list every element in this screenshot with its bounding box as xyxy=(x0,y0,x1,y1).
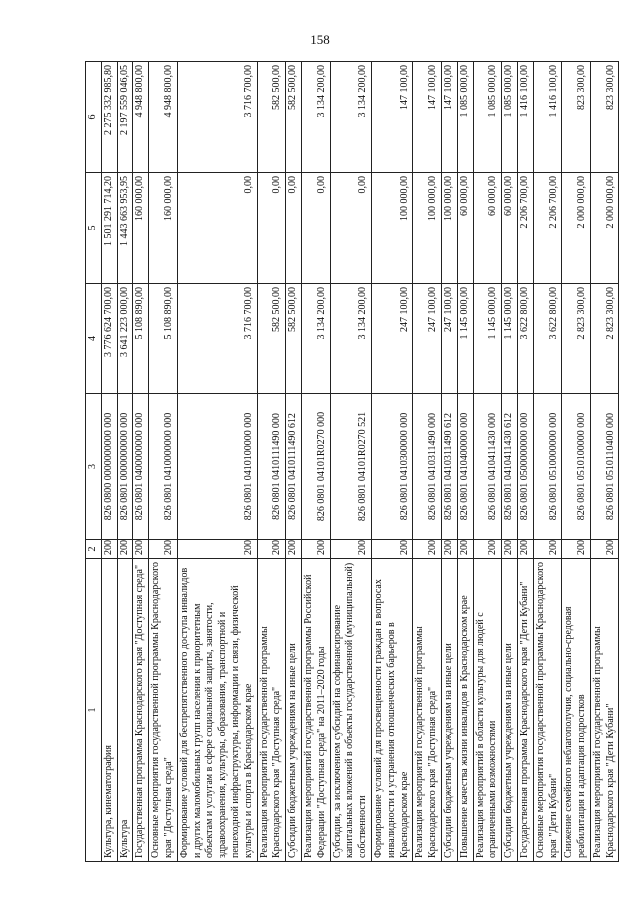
row-vr-cell: 200 xyxy=(330,540,371,559)
row-code-cell: 826 0801 0410411430 612 xyxy=(502,394,518,540)
row-amount-cell: 1 145 000,00 xyxy=(457,284,473,394)
row-amount-cell: 3 622 800,00 xyxy=(517,284,533,394)
table-row xyxy=(517,62,533,862)
row-amount-cell: 247 100,00 xyxy=(413,284,442,394)
row-code-cell: 826 0801 0000000000 000 xyxy=(117,394,133,540)
row-amount-cell: 2 275 332 985,80 xyxy=(101,62,117,173)
column-header: 4 xyxy=(86,284,102,394)
table-row xyxy=(533,62,562,862)
table-row xyxy=(590,62,619,862)
row-amount-cell: 1 416 100,00 xyxy=(533,62,562,173)
row-amount-cell: 247 100,00 xyxy=(441,284,457,394)
budget-table-body xyxy=(86,62,619,862)
row-code-cell: 826 0801 0410311490 000 xyxy=(413,394,442,540)
row-vr-cell: 200 xyxy=(149,540,178,559)
row-name-cell: Государственная программа Краснодарского края "Дети Кубани" xyxy=(517,559,533,862)
row-amount-cell: 100 000,00 xyxy=(413,173,442,284)
row-amount-cell: 3 716 700,00 xyxy=(177,284,257,394)
column-header: 2 xyxy=(86,540,102,559)
row-amount-cell: 3 134 200,00 xyxy=(301,62,330,173)
row-code-cell: 826 0801 0510100000 000 xyxy=(562,394,591,540)
row-amount-cell: 3 134 200,00 xyxy=(301,284,330,394)
row-amount-cell: 1 145 000,00 xyxy=(473,284,502,394)
row-name-cell: Реализация мероприятий государственной программы Краснодарского края "Дети Кубани" xyxy=(590,559,619,862)
row-amount-cell: 247 100,00 xyxy=(371,284,412,394)
column-header: 3 xyxy=(86,394,102,540)
row-name-cell: Реализация мероприятий государственной программы Российской Федерации "Доступная среда" на 2011–2020 годы xyxy=(301,559,330,862)
row-amount-cell: 582 500,00 xyxy=(286,62,302,173)
table-row xyxy=(301,62,330,862)
row-vr-cell: 200 xyxy=(177,540,257,559)
budget-table xyxy=(85,61,619,862)
page-number: 158 xyxy=(310,32,330,47)
row-vr-cell: 200 xyxy=(301,540,330,559)
row-name-cell: Основные мероприятия государственной программы Краснодарского края "Доступная среда" xyxy=(149,559,178,862)
row-amount-cell: 147 100,00 xyxy=(413,62,442,173)
column-header: 5 xyxy=(86,173,102,284)
row-vr-cell: 200 xyxy=(533,540,562,559)
row-name-cell: Реализация мероприятий государственной программы Краснодарского края "Доступная среда" xyxy=(257,559,286,862)
row-name-cell: Субсидии бюджетным учреждениям на иные цели xyxy=(286,559,302,862)
row-amount-cell: 1 501 291 714,20 xyxy=(101,173,117,284)
row-amount-cell: 3 776 624 700,00 xyxy=(101,284,117,394)
table-row xyxy=(177,62,257,862)
table-row xyxy=(101,62,117,862)
row-code-cell: 826 0801 0410400000 000 xyxy=(457,394,473,540)
table-row xyxy=(473,62,502,862)
row-amount-cell: 2 823 300,00 xyxy=(562,284,591,394)
row-amount-cell: 3 134 200,00 xyxy=(330,284,371,394)
row-vr-cell: 200 xyxy=(286,540,302,559)
row-vr-cell: 200 xyxy=(502,540,518,559)
row-code-cell: 826 0801 0510110400 000 xyxy=(590,394,619,540)
row-vr-cell: 200 xyxy=(590,540,619,559)
row-amount-cell: 1 443 663 953,95 xyxy=(117,173,133,284)
table-header-row xyxy=(86,62,102,862)
table-row xyxy=(457,62,473,862)
row-amount-cell: 5 108 890,00 xyxy=(133,284,149,394)
row-vr-cell: 200 xyxy=(413,540,442,559)
row-code-cell: 826 0801 0410000000 000 xyxy=(149,394,178,540)
row-vr-cell: 200 xyxy=(473,540,502,559)
row-name-cell: Реализация мероприятий в области культуры для людей с ограниченными возможностями xyxy=(473,559,502,862)
row-amount-cell: 100 000,00 xyxy=(441,173,457,284)
row-amount-cell: 3 622 800,00 xyxy=(533,284,562,394)
table-row xyxy=(149,62,178,862)
row-code-cell: 826 0801 0400000000 000 xyxy=(133,394,149,540)
row-code-cell: 826 0801 0410111490 612 xyxy=(286,394,302,540)
row-amount-cell: 0,00 xyxy=(257,173,286,284)
row-amount-cell: 1 085 000,00 xyxy=(502,62,518,173)
row-amount-cell: 2 000 000,00 xyxy=(590,173,619,284)
row-code-cell: 826 0801 04101R0270 521 xyxy=(330,394,371,540)
row-vr-cell: 200 xyxy=(133,540,149,559)
row-code-cell: 826 0801 0410311490 612 xyxy=(441,394,457,540)
row-name-cell: Формирование условий для беспрепятственного доступа инвалидов и других маломобильных групп населения к приоритетным объектам и услугам в сфере социальной защиты, занятости, здравоохранения, культуры, образования, транспортной и пешеходной инфраструктуры, информации и связи, физической культуры и спорта в Краснодарском крае xyxy=(177,559,257,862)
row-code-cell: 826 0801 0410300000 000 xyxy=(371,394,412,540)
row-name-cell: Культура xyxy=(117,559,133,862)
row-code-cell: 826 0800 0000000000 000 xyxy=(101,394,117,540)
row-code-cell: 826 0801 0410411430 000 xyxy=(473,394,502,540)
row-amount-cell: 1 085 000,00 xyxy=(457,62,473,173)
row-amount-cell: 5 108 890,00 xyxy=(149,284,178,394)
row-amount-cell: 1 145 000,00 xyxy=(502,284,518,394)
row-name-cell: Субсидии бюджетным учреждениям на иные цели xyxy=(441,559,457,862)
row-amount-cell: 60 000,00 xyxy=(473,173,502,284)
row-code-cell: 826 0801 0510000000 000 xyxy=(533,394,562,540)
row-name-cell: Повышение качества жизни инвалидов в Краснодарском крае xyxy=(457,559,473,862)
table-row xyxy=(413,62,442,862)
row-amount-cell: 2 206 700,00 xyxy=(533,173,562,284)
row-amount-cell: 2 197 559 046,05 xyxy=(117,62,133,173)
row-amount-cell: 147 100,00 xyxy=(371,62,412,173)
row-amount-cell: 60 000,00 xyxy=(457,173,473,284)
row-amount-cell: 4 948 800,00 xyxy=(149,62,178,173)
table-row xyxy=(441,62,457,862)
row-amount-cell: 3 641 223 000,00 xyxy=(117,284,133,394)
row-amount-cell: 1 085 000,00 xyxy=(473,62,502,173)
row-amount-cell: 582 500,00 xyxy=(257,62,286,173)
row-name-cell: Субсидии бюджетным учреждениям на иные цели xyxy=(502,559,518,862)
row-vr-cell: 200 xyxy=(257,540,286,559)
row-name-cell: Реализация мероприятий государственной программы Краснодарского края "Доступная среда" xyxy=(413,559,442,862)
table-row xyxy=(562,62,591,862)
row-vr-cell: 200 xyxy=(441,540,457,559)
row-amount-cell: 100 000,00 xyxy=(371,173,412,284)
row-code-cell: 826 0801 0410100000 000 xyxy=(177,394,257,540)
row-amount-cell: 823 300,00 xyxy=(590,62,619,173)
row-amount-cell: 160 000,00 xyxy=(133,173,149,284)
row-amount-cell: 60 000,00 xyxy=(502,173,518,284)
row-amount-cell: 160 000,00 xyxy=(149,173,178,284)
column-header: 6 xyxy=(86,62,102,173)
row-amount-cell: 2 000 000,00 xyxy=(562,173,591,284)
row-vr-cell: 200 xyxy=(562,540,591,559)
row-code-cell: 826 0801 0500000000 000 xyxy=(517,394,533,540)
row-vr-cell: 200 xyxy=(371,540,412,559)
row-amount-cell: 2 206 700,00 xyxy=(517,173,533,284)
row-code-cell: 826 0801 0410111490 000 xyxy=(257,394,286,540)
row-amount-cell: 147 100,00 xyxy=(441,62,457,173)
row-vr-cell: 200 xyxy=(101,540,117,559)
table-row xyxy=(133,62,149,862)
row-name-cell: Формирование условий для просвещенности граждан в вопросах инвалидности и устранения отношенческих барьеров в Краснодарском крае xyxy=(371,559,412,862)
row-name-cell: Государственная программа Краснодарского края "Доступная среда" xyxy=(133,559,149,862)
row-amount-cell: 582 500,00 xyxy=(257,284,286,394)
row-amount-cell: 582 500,00 xyxy=(286,284,302,394)
row-name-cell: Основные мероприятия государственной программы Краснодарского края "Дети Кубани" xyxy=(533,559,562,862)
table-row xyxy=(286,62,302,862)
row-vr-cell: 200 xyxy=(117,540,133,559)
row-code-cell: 826 0801 04101R0270 000 xyxy=(301,394,330,540)
row-amount-cell: 1 416 100,00 xyxy=(517,62,533,173)
row-amount-cell: 4 948 800,00 xyxy=(133,62,149,173)
row-amount-cell: 3 134 200,00 xyxy=(330,62,371,173)
column-header: 1 xyxy=(86,559,102,862)
row-amount-cell: 0,00 xyxy=(330,173,371,284)
row-amount-cell: 823 300,00 xyxy=(562,62,591,173)
row-amount-cell: 0,00 xyxy=(286,173,302,284)
row-amount-cell: 2 823 300,00 xyxy=(590,284,619,394)
table-row xyxy=(371,62,412,862)
table-row xyxy=(257,62,286,862)
row-amount-cell: 0,00 xyxy=(301,173,330,284)
row-vr-cell: 200 xyxy=(457,540,473,559)
table-row xyxy=(117,62,133,862)
row-name-cell: Культура, кинематография xyxy=(101,559,117,862)
row-amount-cell: 0,00 xyxy=(177,173,257,284)
row-amount-cell: 3 716 700,00 xyxy=(177,62,257,173)
table-row xyxy=(502,62,518,862)
table-row xyxy=(330,62,371,862)
row-vr-cell: 200 xyxy=(517,540,533,559)
row-name-cell: Снижение семейного неблагополучия, социально-средовая реабилитация и адаптация подростков xyxy=(562,559,591,862)
row-name-cell: Субсидии, за исключением субсидий на софинансирование капитальных вложений в объекты государственной (муниципальной) собственности xyxy=(330,559,371,862)
rotated-table-container xyxy=(85,62,616,862)
